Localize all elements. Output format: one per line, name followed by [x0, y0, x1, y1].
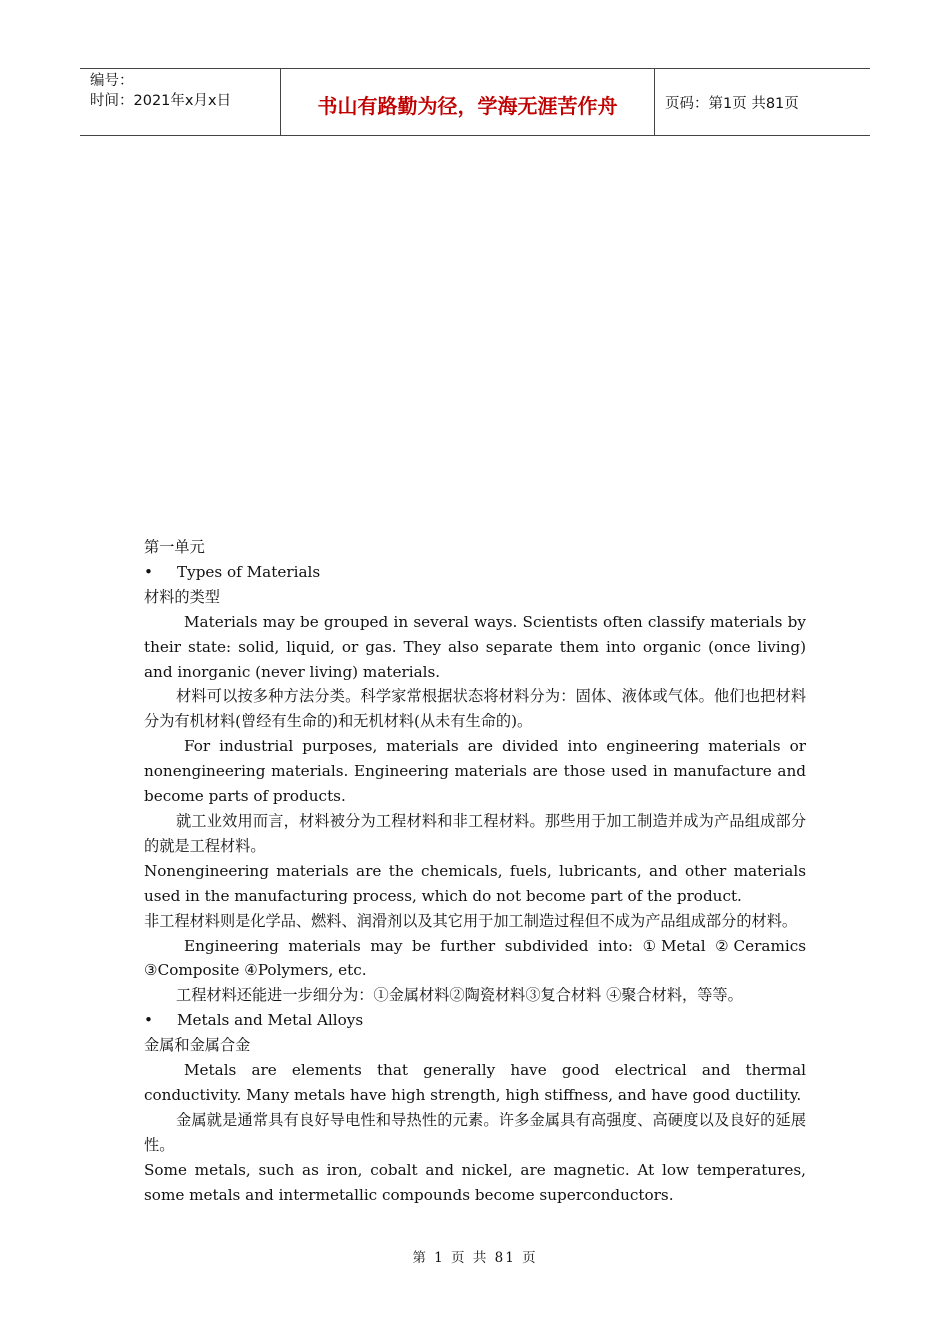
paragraph-en: Some metals, such as iron, cobalt and nickel, are magnetic. At low temperatures, some metals and intermetallic compounds become superconductors. — [144, 1160, 806, 1204]
bullet-icon: • — [144, 1011, 153, 1030]
page-header — [80, 68, 870, 136]
header-meta — [80, 69, 281, 135]
paragraph-en: Engineering materials may be further subdivided into: ①Metal ②Ceramics ③Composite ④Polymers, etc. — [144, 936, 806, 980]
section-title-zh: 金属和金属合金 — [144, 1036, 251, 1055]
section-title: Types of Materials — [177, 562, 321, 581]
number-label: 编号： — [90, 73, 134, 89]
document-body — [144, 535, 806, 1207]
paragraph-zh: 金属就是通常具有良好导电性和导热性的元素。许多金属具有高强度、高硬度以及良好的延展性。 — [144, 1110, 806, 1154]
section-heading-metals — [144, 1008, 806, 1033]
bullet-icon: • — [144, 562, 153, 581]
section-title: Metals and Metal Alloys — [177, 1011, 364, 1030]
header-motto: 书山有路勤为径，学海无涯苦作舟 — [281, 69, 655, 135]
paragraph-en: Nonengineering materials are the chemicals, fuels, lubricants, and other materials used in the manufacturing process, which do not become part of the product. — [144, 861, 806, 905]
section-title-zh: 材料的类型 — [144, 587, 220, 606]
paragraph-zh: 材料可以按多种方法分类。科学家常根据状态将材料分为：固体、液体或气体。他们也把材料分为有机材料(曾经有生命的)和无机材料(从未有生命的)。 — [144, 687, 806, 731]
paragraph-zh: 工程材料还能进一步细分为：①金属材料②陶瓷材料③复合材料 ④聚合材料，等等。 — [176, 986, 743, 1005]
paragraph-en: Metals are elements that generally have good electrical and thermal conductivity. Many metals have high strength, high stiffness, and have good ductility. — [144, 1061, 806, 1104]
section-heading-types — [144, 560, 806, 585]
paragraph-zh: 非工程材料则是化学品、燃料、润滑剂以及其它用于加工制造过程但不成为产品组成部分的材料。 — [144, 911, 798, 930]
time-label: 时间：2021年x月x日 — [90, 93, 232, 109]
paragraph-en: Materials may be grouped in several ways. Scientists often classify materials by their state: solid, liquid, or gas. They also separate them into organic (once living) and inorganic (never living) materials. — [144, 612, 806, 681]
page-footer: 第 1 页 共 81 页 — [412, 1250, 538, 1266]
paragraph-zh: 就工业效用而言，材料被分为工程材料和非工程材料。那些用于加工制造并成为产品组成部分的就是工程材料。 — [144, 811, 806, 855]
paragraph-en: For industrial purposes, materials are divided into engineering materials or nonengineering materials. Engineering materials are those used in manufacture and become parts of products. — [144, 737, 806, 806]
unit-title: 第一单元 — [144, 538, 205, 556]
header-page-label: 页码：第1页 共81页 — [665, 95, 799, 112]
